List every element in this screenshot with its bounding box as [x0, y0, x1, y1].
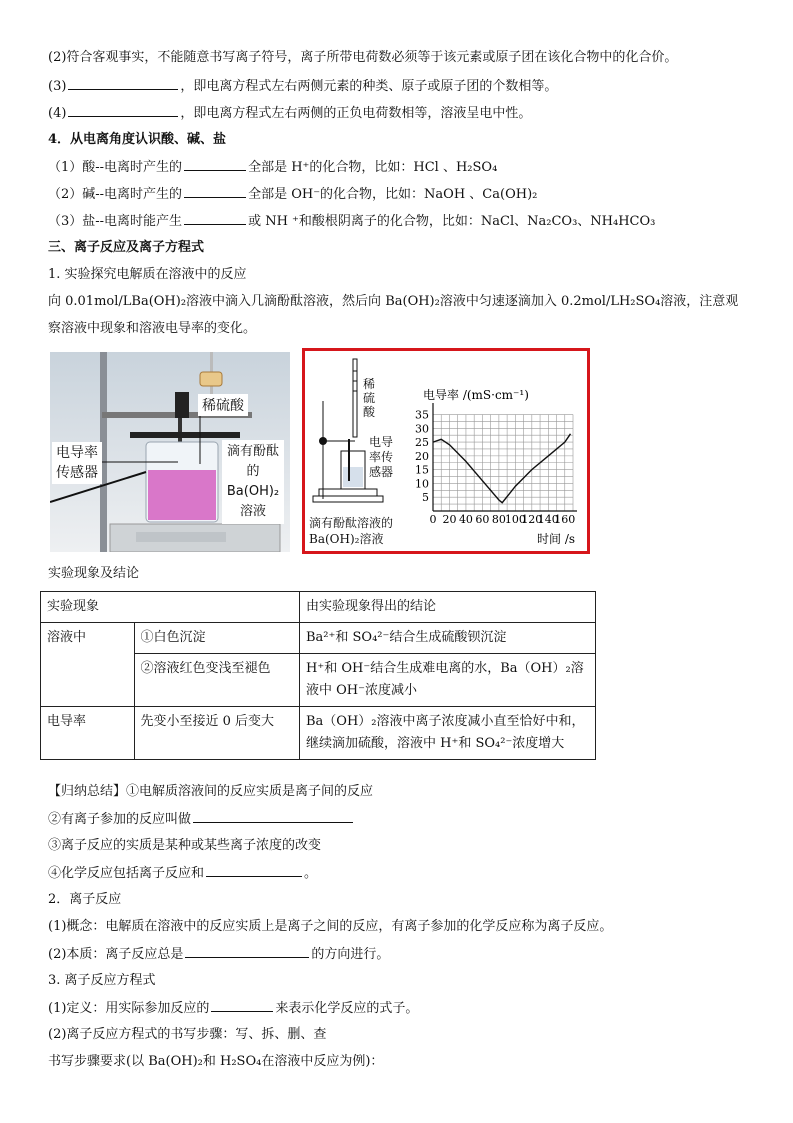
fill-blank: [206, 864, 302, 877]
table-row: [41, 592, 596, 623]
chart-ytick-label: 20: [415, 449, 429, 463]
chart-xtick-label: 0: [429, 513, 437, 526]
table-row: [41, 707, 596, 760]
apparatus-photo: [50, 352, 290, 552]
diagram-label-sensor: 电导 率传 感器: [369, 435, 394, 479]
fill-blank: [184, 185, 246, 198]
chart-ytick-label: 15: [415, 463, 429, 477]
section-heading: 三、离子反应及离子方程式: [48, 240, 205, 255]
text-line: (1)定义：用实际参加反应的 来表示化学反应的式子。: [48, 1001, 419, 1016]
chart-xtick-label: 80: [491, 513, 506, 526]
text-line: ③离子反应的实质是某种或某些离子浓度的改变: [48, 838, 322, 853]
text-line: (4) ，即电离方程式左右两侧的正负电荷数相等，溶液呈电中性。: [48, 106, 532, 121]
fill-blank: [184, 212, 246, 225]
table-header-cell: 实验现象: [41, 592, 300, 623]
text-line: (3) ，即电离方程式左右两侧元素的种类、原子或原子团的个数相等。: [48, 79, 558, 94]
fill-blank: [185, 945, 309, 958]
table-cell: 溶液中: [41, 623, 135, 707]
fill-blank: [68, 104, 178, 117]
fill-blank: [184, 158, 246, 171]
text-line: （1）酸--电离时产生的 全部是 H⁺的化合物，比如：HCl 、H₂SO₄: [48, 160, 498, 175]
table-cell: ①白色沉淀: [134, 623, 299, 654]
diagram-label-bottom: 滴有酚酞溶液的 Ba(OH)₂溶液: [309, 516, 394, 546]
table-cell: Ba（OH）₂溶液中离子浓度减小直至恰好中和，继续滴加硫酸，溶液中 H⁺和 SO₄²⁻浓度增大: [300, 707, 596, 760]
chart-ytick-label: 35: [415, 408, 429, 422]
conductivity-chart: [305, 351, 587, 551]
photo-label-sensor: 电导率 传感器: [52, 442, 102, 484]
fill-blank: [193, 810, 353, 823]
diagram-label-acid: 稀 硫 酸: [363, 377, 376, 419]
table-cell: Ba²⁺和 SO₄²⁻结合生成硫酸钡沉淀: [300, 623, 596, 654]
text-line: ②有离子参加的反应叫做: [48, 810, 355, 829]
text-line: （2）碱--电离时产生的 全部是 OH⁻的化合物，比如：NaOH 、Ca(OH)₂: [48, 187, 538, 202]
table-title: 实验现象及结论: [48, 566, 140, 581]
conductivity-series-line: [433, 434, 571, 503]
text-line: 书写步骤要求(以 Ba(OH)₂和 H₂SO₄在溶液中反应为例)：: [48, 1054, 384, 1069]
chart-xtick-label: 100: [504, 513, 526, 526]
text-line: 【归纳总结】①电解质溶液间的反应实质是离子间的反应: [48, 784, 374, 799]
chart-xtick-label: 40: [458, 513, 473, 526]
table-cell: 先变小至接近 0 后变大: [134, 707, 299, 760]
chart-xtick-label: 140: [537, 513, 559, 526]
subsection-heading: 3. 离子反应方程式: [48, 973, 156, 988]
experiment-table: [40, 591, 596, 760]
section-heading: 4．从电离角度认识酸、碱、盐: [48, 132, 227, 147]
text-line: 向 0.01mol/LBa(OH)₂溶液中滴入几滴酚酞溶液，然后向 Ba(OH)₂溶液中匀速逐滴加入 0.2mol/LH₂SO₄溶液，注意观: [48, 294, 739, 309]
chart-xtick-label: 160: [554, 513, 576, 526]
table-cell: H⁺和 OH⁻结合生成难电离的水，Ba（OH）₂溶液中 OH⁻浓度减小: [300, 654, 596, 707]
text-line: ④化学反应包括离子反应和 。: [48, 866, 318, 881]
table-cell: ②溶液红色变浅至褪色: [134, 654, 299, 707]
text-line: (2)符合客观事实，不能随意书写离子符号，离子所带电荷数必须等于该元素或原子团在该化合物中的化合价。: [48, 50, 678, 65]
chart-xtick-label: 20: [442, 513, 457, 526]
subsection-heading: 1. 实验探究电解质在溶液中的反应: [48, 267, 247, 282]
chart-ytick-label: 5: [422, 491, 429, 505]
chart-ytick-label: 10: [415, 477, 429, 491]
experiment-diagram: [302, 348, 590, 554]
chart-xlabel: 时间 /s: [537, 532, 576, 546]
chart-xtick-label: 120: [521, 513, 543, 526]
photo-label-solution: 滴有酚酞 的 Ba(OH)₂ 溶液: [222, 440, 284, 524]
chart-ylabel: 电导率 /(mS·cm⁻¹): [423, 388, 529, 402]
text-line: (1)概念：电解质在溶液中的反应实质上是离子之间的反应，有离子参加的化学反应称为离子反应。: [48, 919, 613, 934]
text-line: (2)离子反应方程式的书写步骤：写、拆、删、查: [48, 1027, 327, 1042]
fill-blank: [211, 999, 273, 1012]
text-line: (2)本质：离子反应总是 的方向进行。: [48, 947, 390, 962]
table-row: [41, 623, 596, 654]
text-line: 察溶液中现象和溶液电导率的变化。: [48, 321, 257, 336]
table-header-cell: 由实验现象得出的结论: [300, 592, 596, 623]
table-cell: 电导率: [41, 707, 135, 760]
subsection-heading: 2．离子反应: [48, 892, 122, 907]
chart-ytick-label: 25: [415, 436, 429, 450]
fill-blank: [68, 77, 178, 90]
photo-label-acid: 稀硫酸: [198, 394, 248, 416]
text-line: （3）盐--电离时能产生 或 NH ⁺和酸根阴离子的化合物，比如：NaCl、Na₂CO₃、NH₄HCO₃: [48, 214, 656, 229]
chart-xtick-label: 60: [475, 513, 490, 526]
chart-ytick-label: 30: [415, 422, 429, 436]
